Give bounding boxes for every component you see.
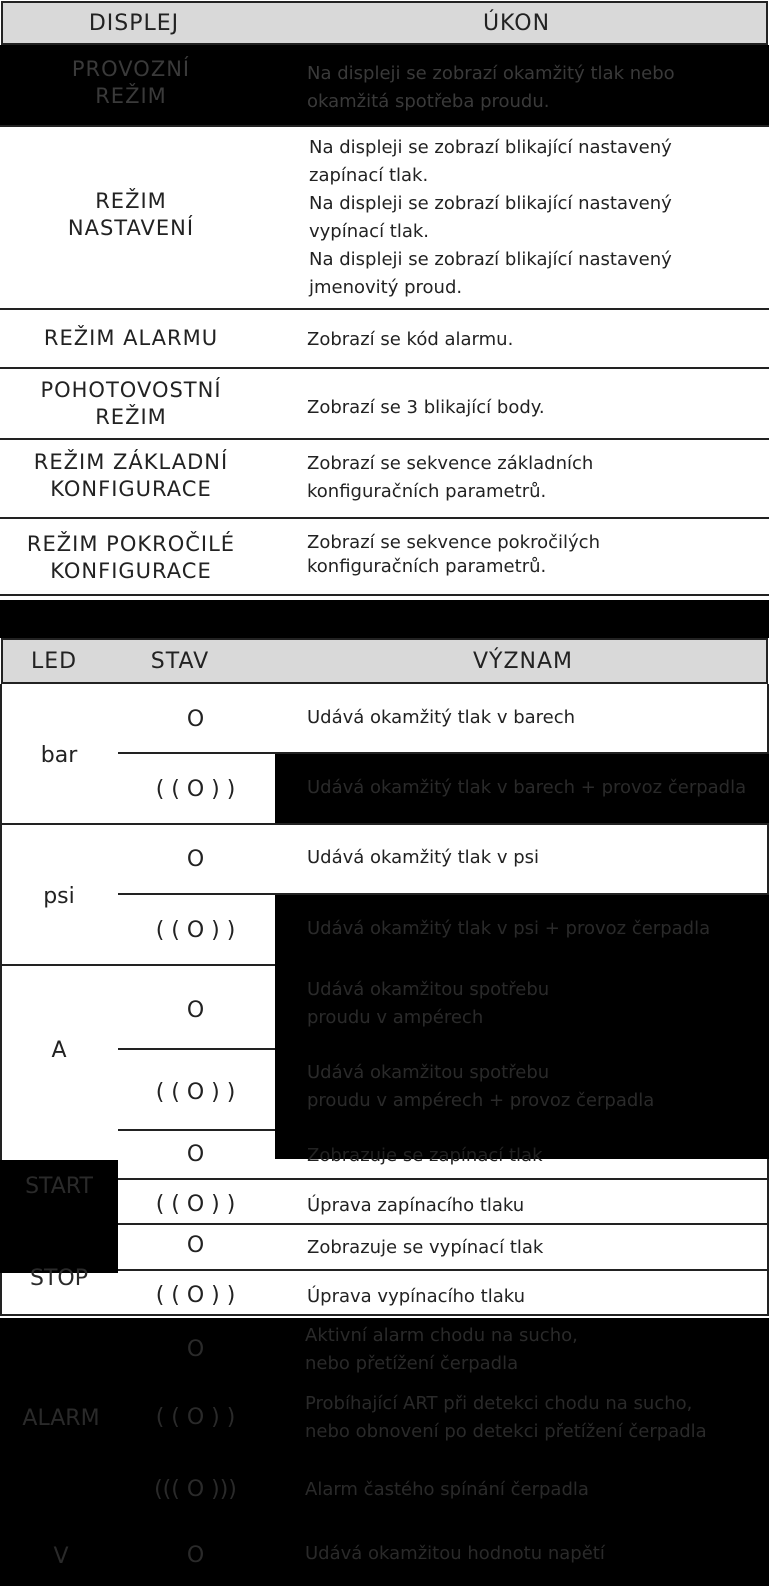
state-blink: ( ( O ) ) <box>155 1079 236 1105</box>
action-text: Zobrazí se sekvence pokročilých konfiguračních parametrů. <box>307 532 600 577</box>
meaning-redacted: Udává okamžitý tlak v barech + provoz čerpadla <box>275 754 769 824</box>
row-provozni-rezim <box>0 45 769 125</box>
divider <box>0 438 769 440</box>
meaning-text: Zobrazuje se zapínací tlak <box>307 1145 543 1166</box>
divider <box>0 964 275 966</box>
divider <box>0 367 769 369</box>
meaning-text: Probíhající ART při detekci chodu na sucho, nebo obnovení po detekci přetížení čerpadla <box>305 1393 707 1442</box>
led-psi: psi <box>43 883 75 909</box>
led-alarm: ALARM <box>22 1405 100 1431</box>
state-blink: ( ( O ) ) <box>155 1191 236 1217</box>
divider <box>118 1269 769 1271</box>
meaning-text: Udává okamžitou hodnotu napětí <box>305 1543 605 1564</box>
state-blink: ( ( O ) ) <box>155 1282 236 1308</box>
action-text: Zobrazí se kód alarmu. <box>307 329 514 350</box>
mode-label: REŽIM ZÁKLADNÍ KONFIGURACE <box>33 450 229 501</box>
mode-label: REŽIM NASTAVENÍ <box>67 189 195 240</box>
header-display: DISPLEJ <box>88 10 180 36</box>
mode-label: REŽIM POKROČILÉ KONFIGURACE <box>26 532 236 583</box>
state-on: O <box>186 1542 205 1568</box>
state-on: O <box>186 846 205 872</box>
action-text: Na displeji se zobrazí blikající nastavený zapínací tlak. Na displeji se zobrazí blikající nastavený vypínací tlak. Na displeji se zobrazí blikající nastavený jmenovitý proud. <box>309 137 672 298</box>
meaning-text: Udává okamžitý tlak v barech <box>307 707 576 728</box>
mode-label: PROVOZNÍ REŽIM <box>71 57 191 108</box>
header-action: ÚKON <box>482 10 551 36</box>
state-blink: ( ( O ) ) <box>155 917 236 943</box>
table1-header <box>1 1 768 45</box>
action-text: Zobrazí se 3 blikající body. <box>307 397 545 418</box>
divider <box>0 823 769 825</box>
divider <box>118 1129 275 1131</box>
divider <box>0 1314 769 1316</box>
mode-label: POHOTOVOSTNÍ REŽIM <box>40 378 222 429</box>
separator-band <box>0 600 769 638</box>
state-on: O <box>186 997 205 1023</box>
header-state: STAV <box>150 648 210 674</box>
mode-label: REŽIM ALARMU <box>43 325 219 350</box>
led-start-stop-redacted <box>0 1160 118 1291</box>
meaning-text: Alarm častého spínání čerpadla <box>305 1479 589 1500</box>
meaning-text: Úprava vypínacího tlaku <box>307 1286 526 1307</box>
header-led: LED <box>30 648 78 674</box>
state-blink: ( ( O ) ) <box>155 1404 236 1430</box>
led-bar: bar <box>40 742 78 768</box>
led-a: A <box>51 1037 67 1063</box>
state-fast-blink: ((( O ))) <box>154 1476 237 1502</box>
divider <box>0 125 769 127</box>
alarm-v-redacted <box>0 1318 769 1586</box>
meaning-redacted: Udává okamžitou spotřebu proudu v ampérech Udává okamžitou spotřebu proudu v ampérech + provoz čerpadla <box>275 964 769 1159</box>
divider <box>118 1178 769 1180</box>
meaning-text: Zobrazuje se vypínací tlak <box>307 1237 544 1258</box>
state-on: O <box>186 1232 205 1258</box>
led-stop: STOP <box>30 1265 88 1291</box>
meaning-text: Aktivní alarm chodu na sucho, nebo přetížení čerpadla <box>305 1325 578 1374</box>
divider <box>118 1223 769 1225</box>
led-v: V <box>53 1543 69 1569</box>
action-text: Zobrazí se sekvence základních konfiguračních parametrů. <box>307 453 594 502</box>
state-blink: ( ( O ) ) <box>155 776 236 802</box>
table2-header <box>1 638 768 684</box>
led-start: START <box>25 1173 93 1199</box>
meaning-text: Úprava zapínacího tlaku <box>307 1195 525 1216</box>
meaning-redacted: Udává okamžitý tlak v psi + provoz čerpadla <box>275 895 769 965</box>
divider <box>0 594 769 596</box>
divider <box>0 517 769 519</box>
header-meaning: VÝZNAM <box>472 648 574 674</box>
divider <box>118 1048 275 1050</box>
meaning-text: Udává okamžitý tlak v psi <box>307 847 540 868</box>
action-text: Na displeji se zobrazí okamžitý tlak nebo okamžitá spotřeba proudu. <box>307 63 675 112</box>
state-on: O <box>186 706 205 732</box>
state-on: O <box>186 1336 205 1362</box>
state-on: O <box>186 1141 205 1167</box>
